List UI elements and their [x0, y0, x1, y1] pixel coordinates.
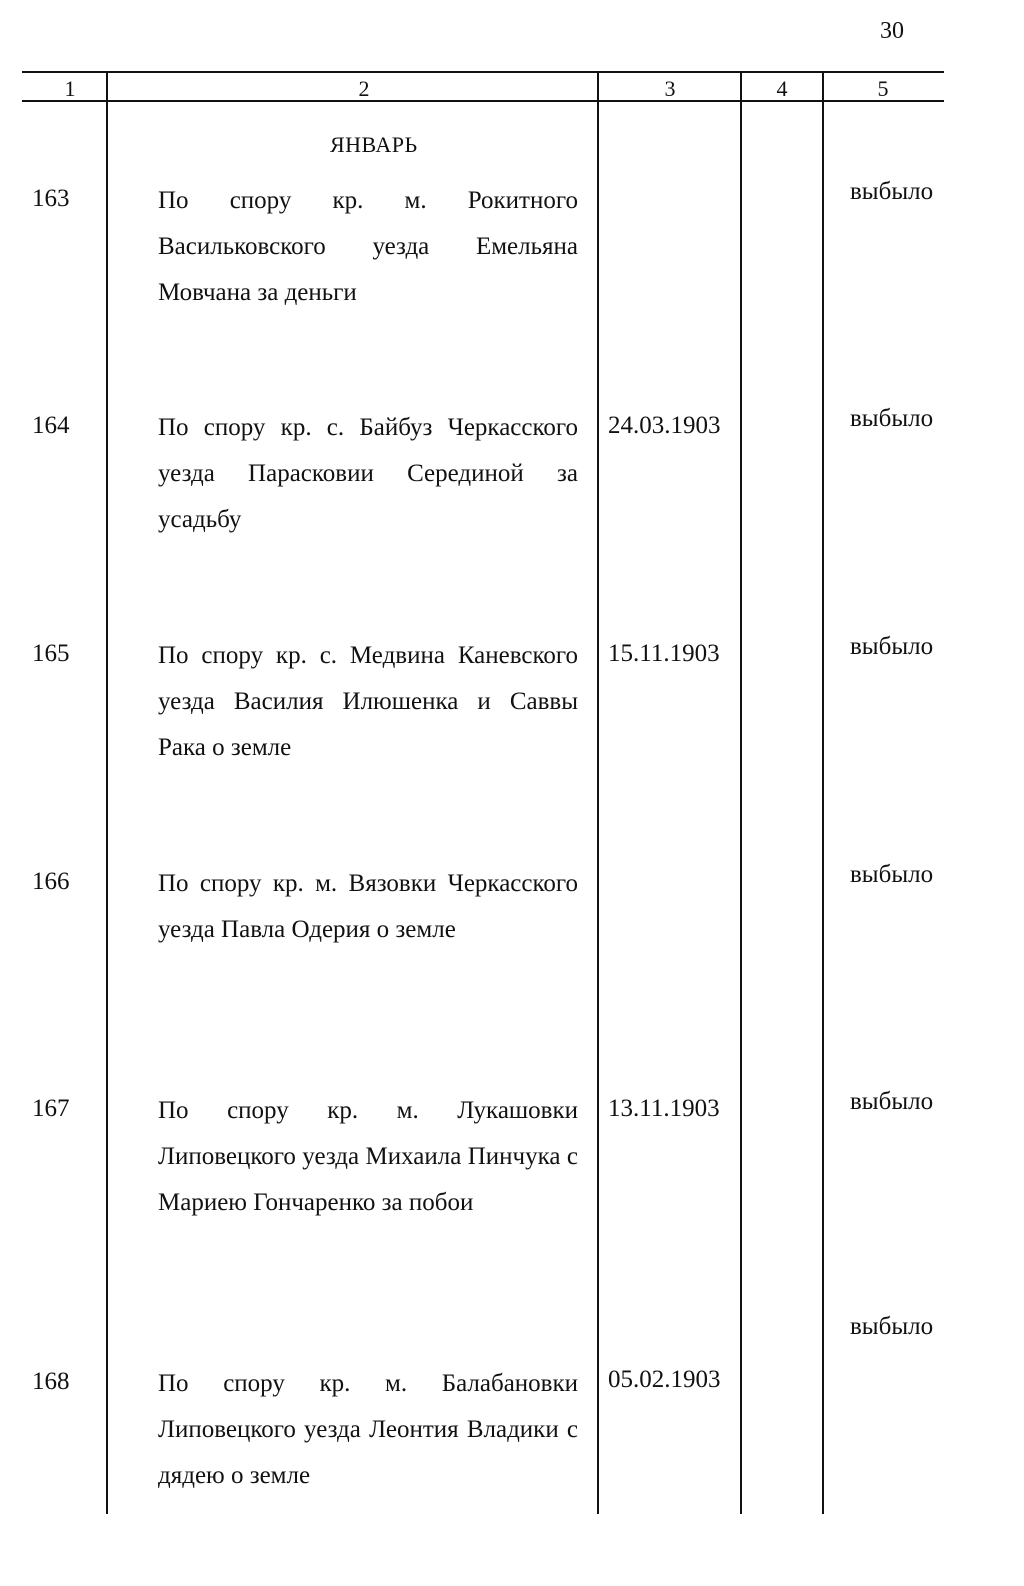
row-status: выбыло	[850, 178, 934, 205]
row-date: 05.02.1903	[608, 1366, 721, 1393]
column-header-4: 4	[776, 76, 788, 101]
row-description: По спору кр. м. Вязовки Черкасского уезда Павла Одерия о земле	[158, 870, 578, 943]
header-bottom-rule	[22, 100, 944, 102]
row-number: 168	[32, 1368, 70, 1395]
row-status: выбыло	[850, 861, 934, 888]
row-description: По спору кр. м. Лукашовки Липовецкого уезда Михаила Пинчука с Мариею Гончаренко за побои	[158, 1097, 578, 1216]
column-divider-3	[740, 72, 742, 1514]
column-header-5: 5	[877, 76, 889, 101]
row-date: 13.11.1903	[608, 1095, 720, 1122]
row-status: выбыло	[850, 1313, 934, 1340]
row-date: 15.11.1903	[608, 640, 720, 667]
row-description: По спору кр. м. Балабановки Липовецкого уезда Леонтия Владики с дядею о земле	[158, 1370, 578, 1489]
table-top-rule	[22, 71, 944, 73]
column-header-1: 1	[64, 76, 76, 101]
row-description: По спору кр. с. Байбуз Черкасского уезда Парасковии Серединой за усадьбу	[158, 414, 578, 533]
column-header-3: 3	[664, 76, 676, 101]
row-date: 24.03.1903	[608, 412, 721, 439]
row-status: выбыло	[850, 405, 934, 432]
row-description: По спору кр. м. Рокитного Васильковского уезда Емельяна Мовчана за деньги	[158, 187, 578, 306]
row-number: 164	[32, 412, 70, 439]
row-description: По спору кр. с. Медвина Каневского уезда Василия Илюшенка и Саввы Рака о земле	[158, 642, 578, 761]
column-divider-4	[822, 72, 824, 1514]
row-number: 166	[32, 868, 70, 895]
column-divider-1	[106, 72, 108, 1514]
row-number: 163	[32, 185, 70, 212]
page-number: 30	[880, 18, 904, 44]
row-number: 167	[32, 1095, 70, 1122]
column-header-2: 2	[358, 76, 370, 101]
column-divider-2	[597, 72, 599, 1514]
month-heading: ЯНВАРЬ	[330, 132, 418, 157]
row-status: выбыло	[850, 633, 934, 660]
row-number: 165	[32, 640, 70, 667]
row-status: выбыло	[850, 1088, 934, 1115]
